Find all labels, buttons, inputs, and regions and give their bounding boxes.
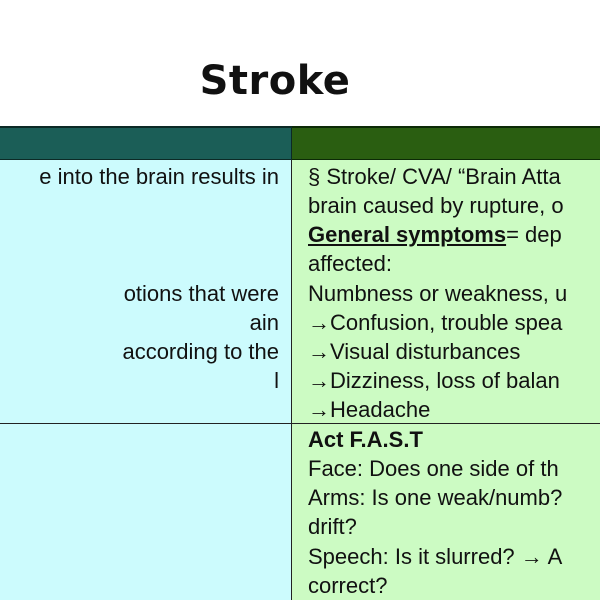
fast-heading: Act F.A.S.T <box>308 427 423 452</box>
symptom-bullet: →Headache <box>308 397 431 422</box>
stroke-definition-line: brain caused by rupture, o <box>308 193 564 218</box>
general-symptoms-rest: = dep <box>506 222 562 247</box>
cell-left-row2 <box>0 424 292 600</box>
symptom-line: affected: <box>308 251 392 276</box>
fast-line: Speech: Is it slurred? → A <box>308 544 563 569</box>
header-cell-left <box>0 126 292 160</box>
general-symptoms-line <box>308 220 562 249</box>
header-cell-right <box>292 126 600 160</box>
left-text-line: e into the brain results in <box>39 164 279 189</box>
stroke-table <box>0 126 600 600</box>
symptom-bullet: →Confusion, trouble spea <box>308 310 563 335</box>
symptom-bullet: →Dizziness, loss of balan <box>308 368 560 393</box>
left-text-line: according to the <box>122 339 279 364</box>
cell-right-row2 <box>292 424 600 600</box>
fast-line: Arms: Is one weak/numb? <box>308 485 563 510</box>
page-title: Stroke <box>199 58 351 104</box>
fast-line: Face: Does one side of th <box>308 456 559 481</box>
general-symptoms-label: General symptoms <box>308 222 507 247</box>
cell-right-row1 <box>292 160 600 424</box>
left-text-line: otions that were <box>123 281 279 306</box>
symptom-line: Numbness or weakness, u <box>308 281 568 306</box>
fast-line: correct? <box>308 573 388 598</box>
left-text-line: ain <box>249 310 279 335</box>
left-text-line: l <box>274 368 279 393</box>
symptom-bullet: →Visual disturbances <box>308 339 521 364</box>
cell-left-row1 <box>0 160 292 424</box>
stroke-definition-line: § Stroke/ CVA/ “Brain Atta <box>308 164 561 189</box>
fast-line: drift? <box>308 514 357 539</box>
